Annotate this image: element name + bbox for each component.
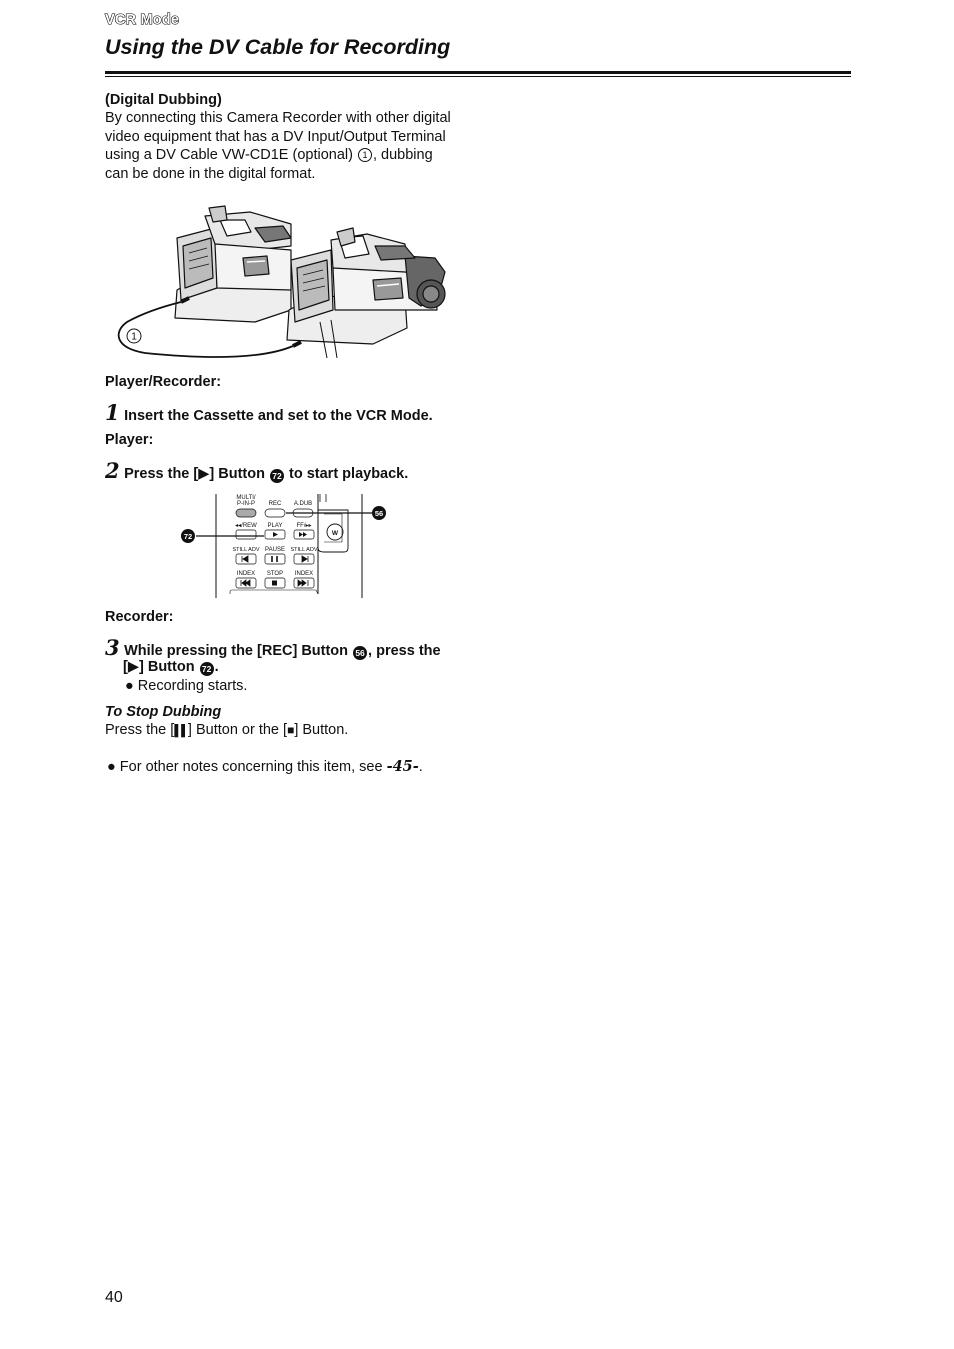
step-1-text: Insert the Cassette and set to the VCR Mode. — [124, 408, 433, 424]
svg-text:A.DUB: A.DUB — [293, 501, 313, 507]
svg-text:MULTI/: MULTI/ — [236, 495, 256, 501]
step-3-text-line-1: While pressing the [REC] Button 56 , press the — [124, 643, 441, 659]
pause-glyph: ▌▌ — [174, 725, 188, 737]
play-glyph: ▶ — [198, 466, 210, 482]
recording-starts-bullet: ● Recording starts. — [125, 678, 248, 694]
svg-text:INDEX: INDEX — [294, 571, 314, 577]
right-camcorder — [287, 228, 445, 358]
rew-button[interactable] — [236, 530, 256, 539]
callout-56: 56 — [374, 509, 384, 518]
intro-line-2: video equipment that has a DV Input/Output Terminal — [105, 128, 446, 145]
step-2 — [105, 458, 408, 483]
player-recorder-label: Player/Recorder: — [105, 374, 222, 390]
page-number: 40 — [105, 1289, 123, 1306]
title-rule-thick — [105, 71, 851, 74]
cable-callout-number: 1 — [131, 331, 137, 343]
callout-72: 72 — [183, 532, 193, 541]
svg-text:REC: REC — [268, 501, 282, 507]
section-label: VCR Mode — [105, 12, 180, 28]
svg-text:P-IN-P: P-IN-P — [237, 501, 255, 507]
step-2-number: 2 — [105, 458, 120, 483]
title-rule-thin — [105, 76, 851, 77]
ref-badge: 72 — [200, 662, 214, 676]
ref-circle: 1 — [358, 148, 372, 162]
svg-text:STILL ADV: STILL ADV — [232, 547, 260, 553]
svg-text:FF/▸▸: FF/▸▸ — [296, 523, 312, 529]
camcorders-dv-cable-illustration — [105, 198, 465, 363]
player-label: Player: — [105, 432, 154, 448]
rec-button[interactable] — [265, 509, 285, 517]
recorder-label: Recorder: — [105, 609, 174, 625]
step-1-number: 1 — [105, 400, 120, 425]
notes-bullet: ● For other notes concerning this item, see -45-. — [107, 758, 423, 775]
remote-control-illustration — [178, 492, 390, 600]
step-3-number: 3 — [105, 635, 120, 660]
pause-button[interactable] — [265, 554, 285, 564]
bullet-icon: ● — [125, 678, 134, 694]
ref-badge: 72 — [270, 469, 284, 483]
intro-line-1: By connecting this Camera Recorder with other digital — [105, 110, 451, 126]
left-camcorder — [175, 206, 291, 322]
svg-text:◂◂/REW: ◂◂/REW — [235, 523, 257, 529]
intro-line-3: using a DV Cable VW-CD1E (optional) 1 , dubbing — [105, 147, 433, 164]
bullet-icon: ● — [107, 759, 116, 775]
svg-text:STILL ADV: STILL ADV — [290, 547, 318, 553]
svg-text:INDEX: INDEX — [236, 571, 256, 577]
stop-glyph: ■ — [287, 723, 295, 737]
page-title: Using the DV Cable for Recording — [105, 35, 451, 59]
step-2-text: Press the [▶] Button 72 to start playback. — [124, 466, 409, 482]
step-1 — [105, 400, 433, 425]
ref-badge: 56 — [353, 646, 367, 660]
step-3 — [105, 635, 441, 660]
play-glyph: ▶ — [127, 659, 139, 675]
step-3-text-line-2: [▶] Button 72 . — [123, 659, 219, 675]
intro-heading: (Digital Dubbing) — [105, 92, 222, 108]
svg-text:STOP: STOP — [266, 571, 284, 577]
stop-dubbing-text: Press the [▌▌] Button or the [■] Button. — [105, 722, 349, 738]
svg-text:PLAY: PLAY — [267, 523, 283, 529]
stop-dubbing-heading: To Stop Dubbing — [105, 704, 222, 720]
page-reference: -45- — [386, 758, 419, 775]
svg-text:PAUSE: PAUSE — [265, 547, 285, 553]
multi-pip-button[interactable] — [236, 509, 256, 517]
intro-line-4: can be done in the digital format. — [105, 165, 316, 182]
svg-text:W: W — [331, 530, 339, 537]
intro-paragraph — [105, 109, 451, 183]
